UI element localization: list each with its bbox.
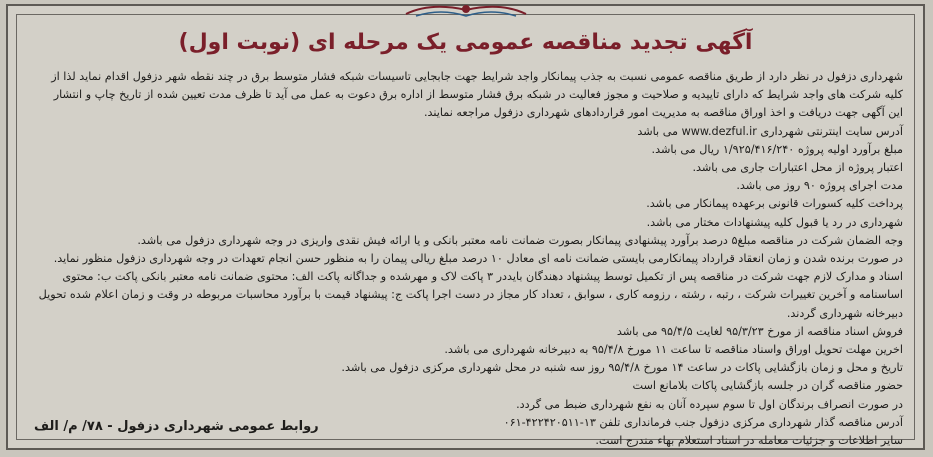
ad-paragraph: آدرس سایت اینترنتی شهرداری www.dezful.ir می باشد xyxy=(637,124,903,138)
advertisement-page xyxy=(6,4,925,450)
ad-paragraph: سایر اطلاعات و جزئیات معامله در اسناد استعلام بهاء مندرج است. xyxy=(595,434,903,448)
ad-paragraph: تاریخ و محل و زمان بازگشایی پاکات در ساعت ۱۴ مورخ ۹۵/۴/۸ روز سه شنبه در محل شهرداری مرکزی دزفول می باشد. xyxy=(341,361,903,375)
ad-paragraph: مبلغ برآورد اولیه پروژه ۱/۹۲۵/۴۱۶/۲۴۰ ریال می باشد. xyxy=(651,142,903,156)
ad-paragraph: اعتبار پروژه از محل اعتبارات جاری می باشد. xyxy=(692,161,903,175)
ad-paragraph: در صورت برنده شدن و زمان انعقاد قرارداد پیمانکارمی بایستی ضمانت نامه ای معادل ۱۰ درصد مبلغ ریالی پیمان را به منظور حسن انجام تعهدات در وجه شهرداری دزفول منظور نماید. xyxy=(53,252,903,266)
ad-paragraph: حضور مناقصه گران در جلسه بازگشایی پاکات بلامانع است xyxy=(632,379,903,393)
ad-paragraph: شهرداری در رد یا قبول کلیه پیشنهادات مختار می باشد. xyxy=(646,215,903,229)
ad-title: آگهی تجدید مناقصه عمومی یک مرحله ای (نوبت اول) xyxy=(178,30,753,55)
ad-paragraph: مدت اجرای پروژه ۹۰ روز می باشد. xyxy=(736,179,903,193)
ad-body xyxy=(38,68,903,450)
ad-paragraph: وجه الضمان شرکت در مناقصه مبلغ۵ درصد برآورد پیشنهادی پیمانکار بصورت ضمانت نامه معتبر بانکی و یا ارائه فیش نقدی واریزی در وجه شهرداری دزفول می باشد. xyxy=(137,233,903,247)
ad-paragraph: آدرس مناقصه گذار شهرداری مرکزی دزفول جنب فرمانداری تلفن ۱۳-۴۲۲۴۲۰۵۱۱-۰۶۱ xyxy=(503,415,903,429)
ad-paragraph: پرداخت کلیه کسورات قانونی برعهده پیمانکار می باشد. xyxy=(646,197,903,211)
ad-paragraph: فروش اسناد مناقصه از مورخ ۹۵/۳/۲۳ لغایت ۹۵/۴/۵ می باشد xyxy=(616,324,903,338)
ornament-icon xyxy=(396,0,536,22)
ad-paragraph: شهرداری دزفول در نظر دارد از طریق مناقصه عمومی نسبت به جذب پیمانکار واجد شرایط جهت جابجایی تاسیسات شبکه فشار متوسط برق در چند نقطه شهر دزفول اقدام نماید لذا از کلیه شرکت های واجد شرایط که دارای تاییدیه و صلاحیت و مجوز فعالیت در شبکه برق فشار متوسط از اداره برق دعوت به عمل می آید تا ظرف مدت تعیین شده از تاریخ چاپ و انتشار این آگهی جهت دریافت و اخذ اوراق مناقصه به مدیریت امور قراردادهای شهرداری دزفول مراجعه نمایند. xyxy=(51,70,903,120)
ad-footer: روابط عمومی شهرداری دزفول - ۷۸/ م/ الف xyxy=(34,419,319,434)
ad-paragraph: اخرین مهلت تحویل اوراق واسناد مناقصه تا ساعت ۱۱ مورخ ۹۵/۴/۸ به دبیرخانه شهرداری می باشد. xyxy=(444,343,903,357)
ad-paragraph: در صورت انصراف برندگان اول تا سوم سپرده آنان به نفع شهرداری ضبط می گردد. xyxy=(516,397,903,411)
ad-paragraph: اسناد و مدارک لازم جهت شرکت در مناقصه پس از تکمیل توسط پیشنهاد دهندگان بایددر ۳ پاکت لاک و مهرشده و جداگانه پاکت الف: محتوی ضمانت نامه معتبر بانکی پاکت ب: محتوی اساسنامه و آخرین تغییرات شرکت ، رتبه ، رشته ، رزومه کاری ، سوابق ، تعداد کار مجاز در دست اجرا پاکت ج: پیشنهاد قیمت با برآورد محاسبات مربوطه در وقت و زمان اعلام شده تحویل دبیرخانه شهرداری گردند. xyxy=(38,270,903,320)
